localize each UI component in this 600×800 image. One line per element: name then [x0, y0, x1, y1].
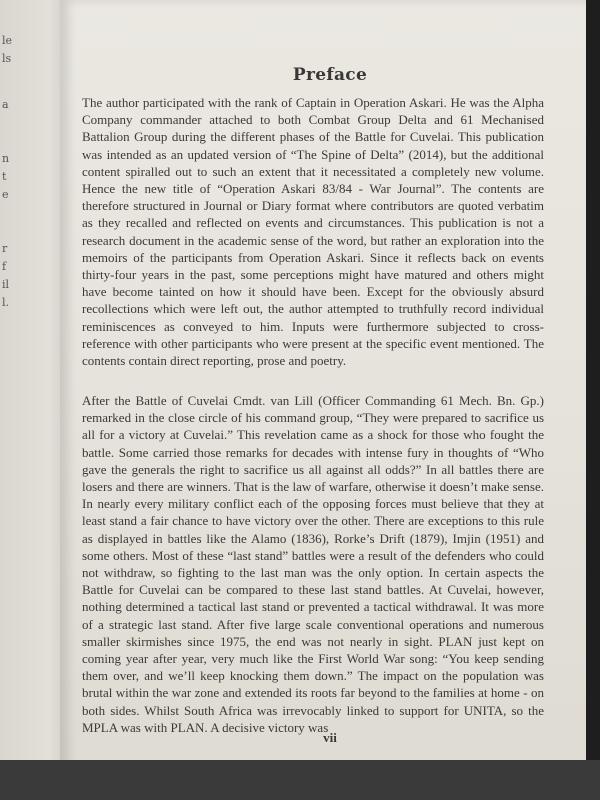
fragment: le: [2, 34, 13, 47]
paragraph: After the Battle of Cuvelai Cmdt. van Lill (Officer Commanding 61 Mech. Bn. Gp.) remarked in the close circle of his command group, “They were prepared to sacrifice us all for a victory at Cuvelai.” This revelation came as a shock for those who fought the battle. Some carried those remarks for decades with intense fury in thoughts of “Who gave the generals the right to sacrifice us all against all odds?” In all battles there are losers and there are winners. That is the law of warfare, otherwise it doesn’t make sense. In nearly every military conflict each of the opposing forces must believe that they at least stand a fair chance to have victory over the other. There are exceptions to this rule as displayed in battles like the Alamo (1836), Rorke’s Drift (1879), Imjin (1951) and some others. Most of these “last stand” battles were a result of the defenders who could not withdraw, so fighting to the last man was the only option. In certain aspects the Battle for Cuvelai can be compared to these last stand battles. At Cuvelai, however, nothing determined a tactical last stand or prevented a tactical withdrawal. It was more of a strategic last stand. After five large scale conventional operations and numerous smaller skirmishes since 1975, the end was not nearly in sight. PLAN just kept on coming year after year, very much like the First World War song: “You keep sending them over, and we’ll keep knocking them down.” The impact on the population was brutal within the war zone and extended its roots far beyond to the families at home - on both sides. Whilst South Africa was irrevocably linked to support for UNITA, so the MPLA was with PLAN. A decisive victory was: [82, 393, 544, 735]
background-edge: [586, 0, 600, 780]
paragraph: The author participated with the rank of Captain in Operation Askari. He was the Alpha Company commander attached to both Combat Group Delta and 61 Mechanised Battalion Group during the different phases of the Battle for Cuvelai. This publication was intended as an updated version of “The Spine of Delta” (2014), but the additional content spiralled out to such an extent that it necessitated a completely new volume. Hence the new title of “Operation Askari 83/84 - War Journal”. The contents are therefore structured in Journal or Diary format where contributors are quoted verbatim as they recalled and reflected on events and circumstances. This publication is not a research document in the academic sense of the word, but rather an exploration into the memoirs of the participants from Operation Askari. Since it reflects back on events thirty-four years in the past, some perceptions might have matured and others might have become tainted on how it should have been. Except for the obviously absurd recollections which were left out, the author attempted to truthfully record individual reminiscences as conveyed to him. Inputs were furthermore subjected to cross- reference with other participants who were present at the specific event mentioned. The contents contain direct reporting, prose and poetry.: [82, 95, 544, 369]
fragment: il: [2, 278, 10, 291]
page-title: Preface: [292, 65, 368, 86]
page-number: vii: [323, 730, 337, 745]
fragment: f: [2, 260, 7, 273]
background-surface: [0, 760, 600, 800]
fragment: l.: [2, 296, 10, 309]
fragment: r: [2, 242, 8, 255]
fragment: e: [2, 188, 9, 201]
fragment: ls: [2, 52, 12, 65]
book-page: [60, 0, 600, 780]
fragment: a: [2, 98, 9, 111]
previous-page-text-fragments: [0, 0, 60, 800]
fragment: n: [2, 152, 10, 165]
fragment: t: [2, 170, 7, 183]
